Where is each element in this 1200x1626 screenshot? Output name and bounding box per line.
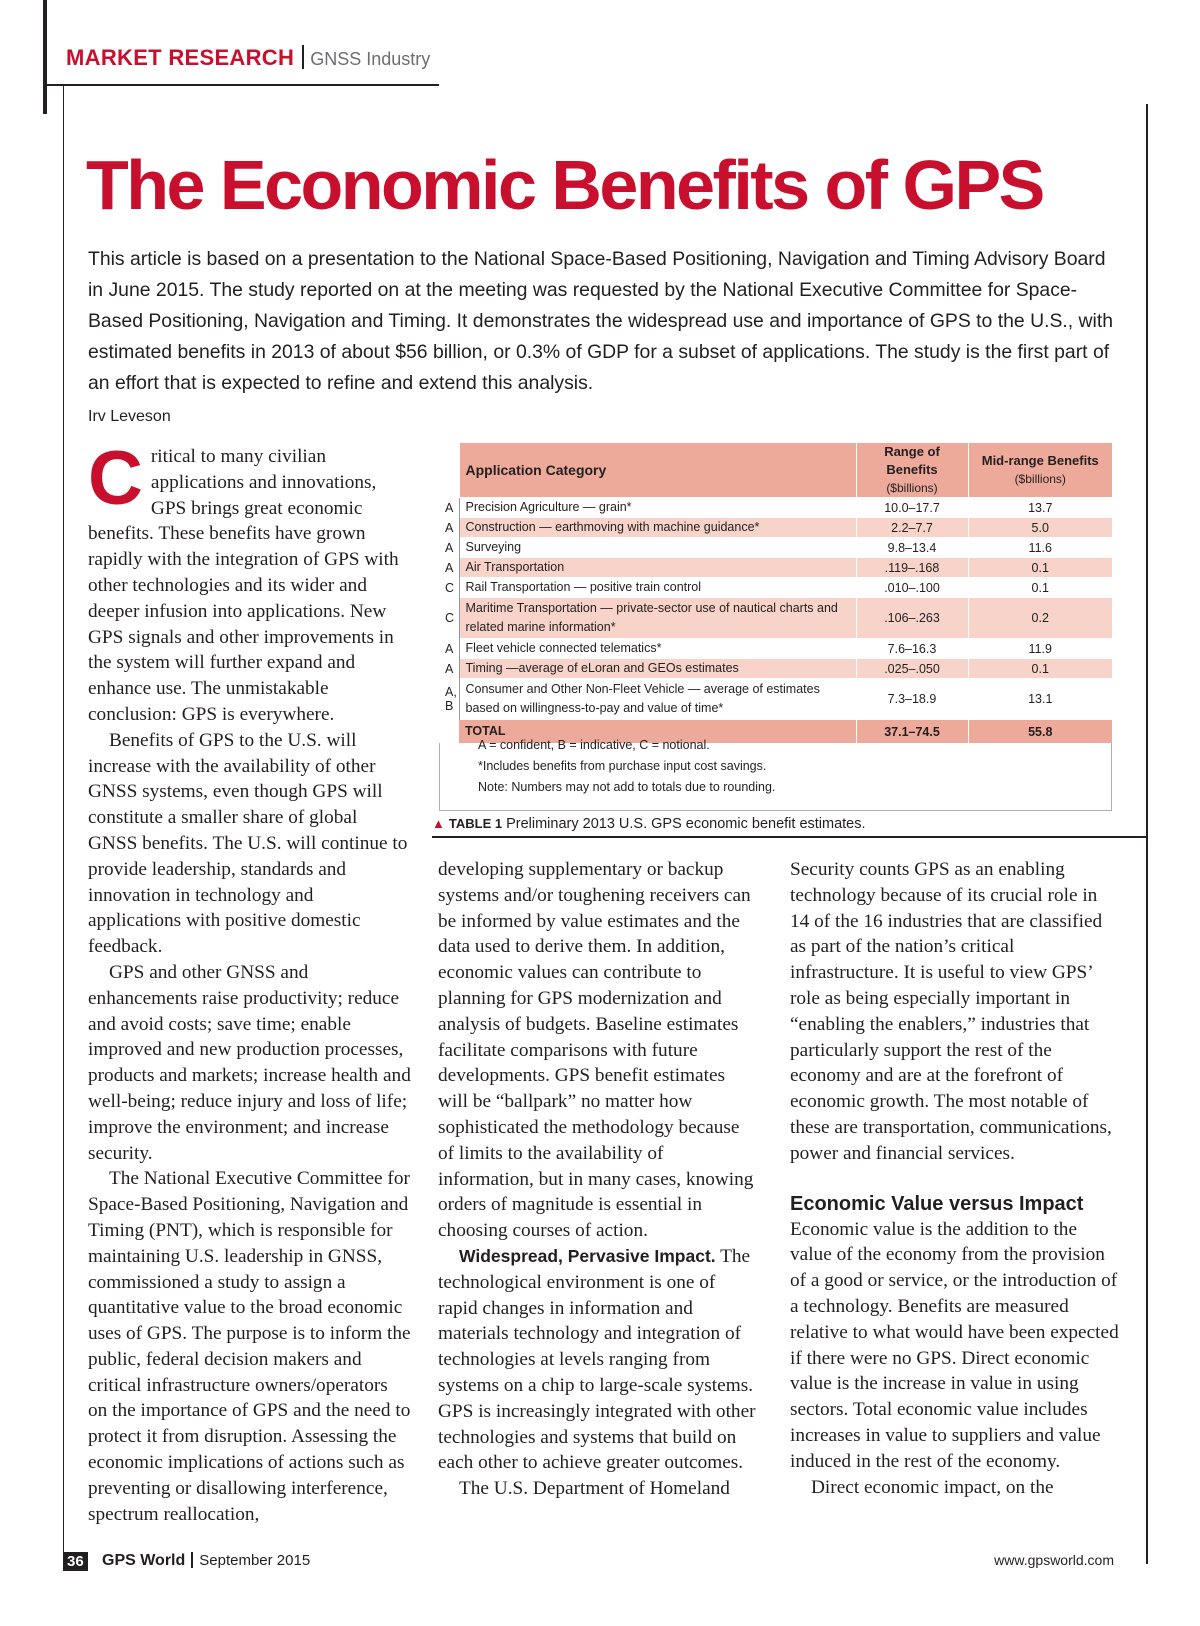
midrange-cell: 0.1	[968, 558, 1112, 578]
paragraph: The National Executive Committee for Space-Based Positioning, Navigation and Timing (PNT), which is responsible for maintaining U.S. leadership in GNSS, commissioned a study to assign a quantitative value to the broad economic uses of GPS. The purpose is to inform the public, federal decision makers and critical infrastructure owners/operators on the importance of GPS and the need to protect it from disruption. Assessing the economic implications of actions such as preventing or disallowing interference, spectrum reallocation,	[88, 1168, 411, 1525]
midrange-cell: 13.7	[968, 498, 1112, 518]
range-cell: .025–.050	[856, 659, 968, 679]
confidence-cell: A	[439, 498, 459, 518]
range-cell: 10.0–17.7	[856, 498, 968, 518]
confidence-cell: A	[439, 639, 459, 659]
footer-publication	[102, 1552, 310, 1570]
footer-url: www.gpsworld.com	[994, 1552, 1114, 1568]
table-row	[439, 518, 1112, 538]
confidence-cell	[439, 720, 459, 744]
category-cell: Surveying	[459, 538, 856, 558]
header-rule	[43, 84, 439, 86]
range-cell: 2.2–7.7	[856, 518, 968, 538]
midrange-cell: 5.0	[968, 518, 1112, 538]
header-accent-bar	[43, 0, 47, 114]
confidence-cell: C	[439, 598, 459, 639]
body-column-2	[438, 857, 756, 1502]
total-label-cell: TOTAL	[459, 720, 856, 744]
drop-cap: C	[88, 436, 143, 521]
table-row	[439, 498, 1112, 518]
benefits-table	[439, 443, 1112, 743]
footer-divider	[191, 1552, 193, 1568]
category-cell: Consumer and Other Non-Fleet Vehicle — average of estimates based on willingness-to-pay and value of time*	[459, 679, 856, 720]
midrange-cell: 13.1	[968, 679, 1112, 720]
category-cell: Fleet vehicle connected telematics*	[459, 639, 856, 659]
subsection-label: GNSS Industry	[310, 49, 431, 69]
table-row	[439, 659, 1112, 679]
paragraph: Economic value is the addition to the value of the economy from the provision of a good or service, or the introduction of a technology. Benefits are measured relative to what would have been expected if there were no GPS. Direct economic value is the increase in value in using sectors. Total economic value includes increases in value to suppliers and value induced in the rest of the economy.	[790, 1218, 1119, 1472]
range-cell: .119–.168	[856, 558, 968, 578]
category-cell: Rail Transportation — positive train control	[459, 578, 856, 598]
table-row	[439, 679, 1112, 720]
range-cell: 9.8–13.4	[856, 538, 968, 558]
category-cell: Air Transportation	[459, 558, 856, 578]
confidence-cell: A, B	[439, 679, 459, 720]
triangle-icon: ▲	[432, 816, 445, 831]
table-note: *Includes benefits from purchase input cost savings.	[478, 759, 767, 773]
range-cell: .010–.100	[856, 578, 968, 598]
table-note: A = confident, B = indicative, C = notional.	[478, 738, 710, 752]
body-column-1	[88, 436, 411, 1527]
category-cell: Precision Agriculture — grain*	[459, 498, 856, 518]
midrange-cell: 11.6	[968, 538, 1112, 558]
body-column-3	[790, 857, 1120, 1500]
table-row	[439, 558, 1112, 578]
section-header	[66, 45, 430, 71]
table-header-row	[439, 443, 1112, 498]
confidence-cell: C	[439, 578, 459, 598]
page-number: 36	[63, 1552, 88, 1571]
range-cell: 7.3–18.9	[856, 679, 968, 720]
caption-rule	[432, 836, 1148, 838]
paragraph: GPS and other GNSS and enhancements raise productivity; reduce and avoid costs; save time; enable improved and new production processes, products and markets; increase health and well-being; reduce injury and loss of life; improve the environment; and increase security.	[88, 961, 411, 1164]
paragraph: The U.S. Department of Homeland	[459, 1478, 730, 1500]
magazine-name: GPS World	[102, 1552, 186, 1569]
midrange-cell: 0.2	[968, 598, 1112, 639]
run-in-heading: Widespread, Pervasive Impact.	[459, 1245, 716, 1266]
article-lede: This article is based on a presentation to the National Space-Based Positioning, Navigation and Timing Advisory Board in June 2015. The study reported on at the meeting was requested by the National Executive Committee for Space-Based Positioning, Navigation and Timing. It demonstrates the widespread use and importance of GPS to the U.S., with estimated benefits in 2013 of about $56 billion, or 0.3% of GDP for a subset of applications. The study is the first part of an effort that is expected to refine and extend this analysis.	[88, 248, 1114, 394]
caption-label: TABLE 1	[448, 816, 503, 831]
category-cell: Construction — earthmoving with machine guidance*	[459, 518, 856, 538]
midrange-cell: 11.9	[968, 639, 1112, 659]
section-divider	[302, 45, 304, 69]
table-row	[439, 639, 1112, 659]
range-cell: 7.6–16.3	[856, 639, 968, 659]
category-cell: Maritime Transportation — private-sector use of nautical charts and related marine information*	[459, 598, 856, 639]
table-note: Note: Numbers may not add to totals due to rounding.	[478, 780, 776, 794]
column-header-category: Application Category	[459, 443, 856, 498]
table-notes	[478, 735, 775, 798]
total-mid-cell: 55.8	[968, 720, 1112, 744]
author-byline: Irv Leveson	[88, 408, 171, 425]
midrange-cell: 0.1	[968, 659, 1112, 679]
table-caption	[432, 816, 866, 832]
section-subhead: Economic Value versus Impact	[790, 1192, 1084, 1215]
issue-date: September 2015	[199, 1552, 311, 1569]
section-label: MARKET RESEARCH	[66, 45, 295, 70]
confidence-cell: A	[439, 538, 459, 558]
total-range-cell: 37.1–74.5	[856, 720, 968, 744]
paragraph: Direct economic impact, on the	[811, 1476, 1054, 1498]
paragraph: developing supplementary or backup systems and/or toughening receivers can be informed by value estimates and the data used to derive them. In addition, economic values can contribute to planning for GPS modernization and analysis of budgets. Baseline estimates facilitate comparisons with future developments. GPS benefit estimates will be “ballpark” no matter how sophisticated the methodology because of limits to the availability of information, but in many cases, knowing orders of magnitude is essential in choosing courses of action.	[438, 859, 754, 1242]
table-row	[439, 578, 1112, 598]
right-column-rule	[1146, 104, 1148, 1564]
table-row	[439, 598, 1112, 639]
article-title: The Economic Benefits of GPS	[86, 146, 1043, 224]
confidence-cell: A	[439, 518, 459, 538]
table-row	[439, 538, 1112, 558]
confidence-cell: A	[439, 659, 459, 679]
midrange-cell: 0.1	[968, 578, 1112, 598]
paragraph: Security counts GPS as an enabling technology because of its crucial role in 14 of the 16 industries that are classified as part of the nation’s critical infrastructure. It is useful to view GPS’ role as being especially important in “enabling the enablers,” industries that particularly support the rest of the economy and are at the forefront of economic growth. The most notable of these are transportation, communications, power and financial services.	[790, 859, 1112, 1164]
paragraph: Widespread, Pervasive Impact. The technological environment is one of rapid changes in information and materials technology and integration of technologies at levels ranging from systems on a chip to large-scale systems. GPS is increasingly integrated with other technologies and systems that build on each other to achieve greater outcomes.	[438, 1245, 756, 1474]
table-header-blank	[439, 443, 459, 498]
paragraph: Critical to many civilian applications and innovations, GPS brings great economic benefits. These benefits have grown rapidly with the integration of GPS with other technologies and its wider and deeper infusion into applications. New GPS signals and other improvements in the system will further expand and enhance use. The unmistakable conclusion: GPS is everywhere.	[88, 436, 399, 725]
paragraph: Benefits of GPS to the U.S. will increase with the availability of other GNSS systems, even though GPS will constitute a smaller share of global GNSS benefits. The U.S. will continue to provide leadership, standards and innovation in technology and applications with positive domestic feedback.	[88, 729, 408, 958]
confidence-cell: A	[439, 558, 459, 578]
range-cell: .106–.263	[856, 598, 968, 639]
category-cell: Timing —average of eLoran and GEOs estimates	[459, 659, 856, 679]
caption-text: Preliminary 2013 U.S. GPS economic benefit estimates.	[506, 816, 866, 832]
column-header-mid: Mid-range Benefits ($billions)	[968, 443, 1112, 498]
left-column-rule	[63, 86, 64, 1564]
column-header-range: Range of Benefits ($billions)	[856, 443, 968, 498]
